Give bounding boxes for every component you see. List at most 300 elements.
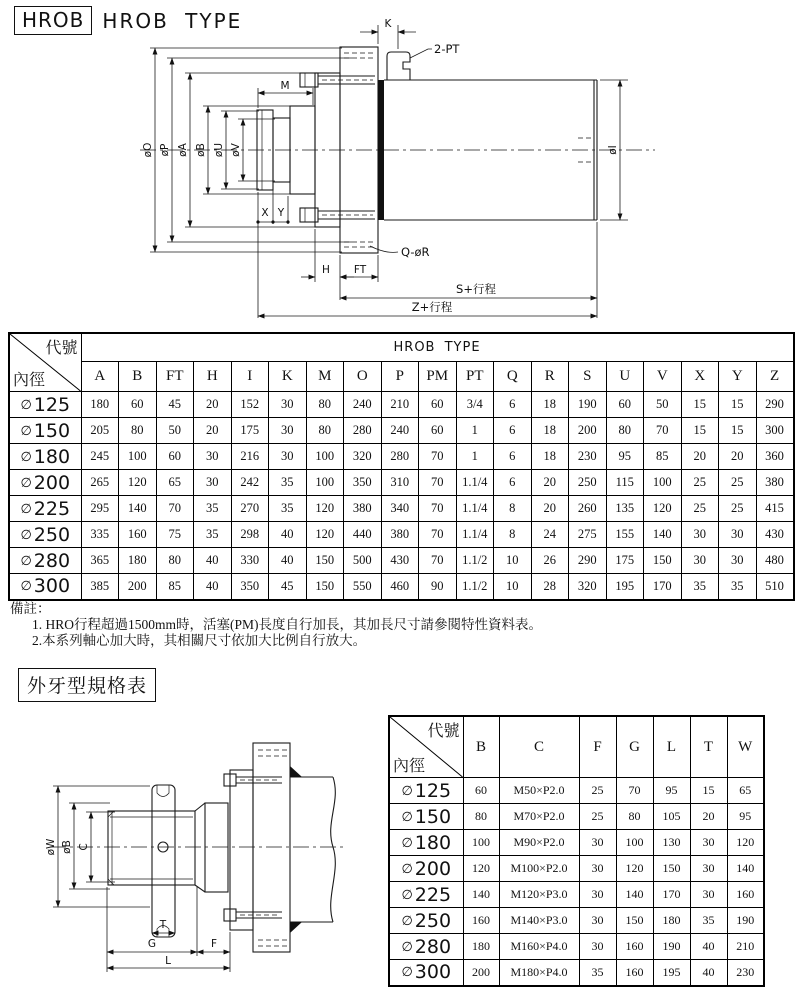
column-header: Z	[756, 362, 794, 392]
row-header-bore-size: ∅ 125	[9, 392, 81, 418]
dimension-value: 30	[719, 522, 757, 548]
corner-label-bore: 內徑	[13, 372, 46, 389]
dim-label-h: H	[322, 264, 330, 276]
column-header: C	[499, 716, 579, 778]
dimension-value: 25	[719, 496, 757, 522]
dimension-value: 550	[344, 574, 382, 600]
dimension-value: 35	[194, 496, 232, 522]
dimension-value: 1.1/2	[456, 548, 494, 574]
dimension-value: 230	[727, 960, 764, 986]
dimension-value: 180	[463, 934, 499, 960]
dimension-value: 60	[419, 418, 457, 444]
column-header: K	[269, 362, 307, 392]
dimension-value: 40	[690, 960, 727, 986]
dimension-value: 298	[231, 522, 269, 548]
diameter-symbol: ∅	[401, 783, 413, 799]
dimension-value: 25	[719, 470, 757, 496]
diameter-symbol: ∅	[401, 861, 413, 877]
dimension-k	[360, 18, 416, 49]
column-header: P	[381, 362, 419, 392]
dimension-value: 170	[644, 574, 682, 600]
dimension-value: M120×P3.0	[499, 882, 579, 908]
dimension-value: 330	[231, 548, 269, 574]
column-header: W	[727, 716, 764, 778]
dimension-value: 480	[756, 548, 794, 574]
dimension-value: 80	[156, 548, 194, 574]
dimension-value: 70	[419, 444, 457, 470]
dimension-value: 180	[81, 392, 119, 418]
dimension-value: M70×P2.0	[499, 804, 579, 830]
clamp-plate	[152, 785, 175, 937]
table-row	[389, 830, 764, 856]
dimension-value: 240	[381, 418, 419, 444]
diameter-symbol: ∅	[401, 887, 413, 903]
dimension-value: 20	[194, 418, 232, 444]
dimension-value: 140	[727, 856, 764, 882]
dimension-value: 180	[653, 908, 690, 934]
dimension-value: 430	[756, 522, 794, 548]
dim-label-dia-o: øO	[142, 142, 154, 158]
dimension-value: 150	[306, 548, 344, 574]
row-header-bore-size: ∅ 180	[389, 830, 463, 856]
dimension-value: 140	[463, 882, 499, 908]
dimension-value: 40	[194, 574, 232, 600]
column-header: Y	[719, 362, 757, 392]
dimension-value: 6	[494, 392, 532, 418]
corner-label-code: 代號	[45, 340, 78, 357]
dimension-value: 160	[616, 934, 653, 960]
dimension-value: 415	[756, 496, 794, 522]
table-row	[389, 908, 764, 934]
row-header-bore-size: ∅ 300	[9, 574, 81, 600]
dim-label-2pt: 2-PT	[434, 42, 460, 56]
dimension-value: 25	[681, 496, 719, 522]
dimension-value: 40	[194, 548, 232, 574]
dimension-value: 120	[616, 856, 653, 882]
dimension-value: 200	[569, 418, 607, 444]
dimension-value: 20	[690, 804, 727, 830]
dimension-value: 30	[579, 856, 616, 882]
rod-section	[195, 803, 228, 892]
dimension-value: 1.1/4	[456, 522, 494, 548]
dimension-value: 26	[531, 548, 569, 574]
dimension-value: 120	[306, 496, 344, 522]
diameter-symbol: ∅	[20, 475, 32, 491]
dimension-value: 115	[606, 470, 644, 496]
corner-label-code: 代號	[427, 723, 460, 740]
dimension-value: 440	[344, 522, 382, 548]
dimension-value: 20	[681, 444, 719, 470]
dimension-value: 260	[569, 496, 607, 522]
dimension-value: 1.1/4	[456, 496, 494, 522]
dimension-value: 300	[756, 418, 794, 444]
dim-label-x: X	[261, 207, 269, 219]
dimension-value: 18	[531, 444, 569, 470]
dimension-value: 80	[306, 418, 344, 444]
dimension-value: 340	[381, 496, 419, 522]
row-header-bore-size: ∅ 150	[389, 804, 463, 830]
dimension-value: 265	[81, 470, 119, 496]
dimension-value: 20	[531, 496, 569, 522]
dimension-value: M50×P2.0	[499, 778, 579, 804]
row-header-bore-size: ∅ 250	[389, 908, 463, 934]
row-header-bore-size: ∅ 225	[9, 496, 81, 522]
dim-label-t: T	[159, 919, 167, 931]
dimension-value: 385	[81, 574, 119, 600]
dimension-value: 175	[231, 418, 269, 444]
dimension-value: 25	[681, 470, 719, 496]
dim-label-k: K	[384, 18, 392, 30]
column-header: T	[690, 716, 727, 778]
dimension-value: 30	[579, 830, 616, 856]
notes-title: 備註：	[10, 601, 51, 616]
dimension-value: 15	[690, 778, 727, 804]
table-row	[9, 548, 794, 574]
table-row	[389, 856, 764, 882]
row-header-bore-size: ∅ 200	[9, 470, 81, 496]
dimension-value: M140×P3.0	[499, 908, 579, 934]
table-row	[9, 418, 794, 444]
dimension-value: 275	[569, 522, 607, 548]
dimension-value: 30	[269, 418, 307, 444]
dimension-value: 350	[231, 574, 269, 600]
dimension-value: 320	[344, 444, 382, 470]
dimension-value: 10	[494, 574, 532, 600]
dimension-value: 250	[569, 470, 607, 496]
dimension-value: 365	[81, 548, 119, 574]
dimension-value: 430	[381, 548, 419, 574]
dimension-h	[301, 229, 354, 300]
column-header: O	[344, 362, 382, 392]
dimension-value: 20	[531, 470, 569, 496]
dimension-value: 50	[644, 392, 682, 418]
dimension-value: 295	[81, 496, 119, 522]
dimension-value: 160	[727, 882, 764, 908]
column-header: U	[606, 362, 644, 392]
table-row	[389, 934, 764, 960]
dimension-value: 60	[463, 778, 499, 804]
dim-label-q-dia-r: Q-øR	[401, 245, 430, 259]
dimension-value: 1.1/2	[456, 574, 494, 600]
dimension-f	[197, 932, 230, 972]
dimension-value: 35	[269, 470, 307, 496]
dimension-value: 10	[494, 548, 532, 574]
dim-label-l: L	[165, 955, 171, 967]
dimension-value: 120	[463, 856, 499, 882]
column-header: Q	[494, 362, 532, 392]
column-header: M	[306, 362, 344, 392]
dimension-value: 380	[381, 522, 419, 548]
table-row	[9, 392, 794, 418]
dimension-value: 70	[644, 418, 682, 444]
dimension-value: 150	[306, 574, 344, 600]
dimension-value: 190	[727, 908, 764, 934]
dimension-value: 100	[644, 470, 682, 496]
diameter-symbol: ∅	[20, 397, 32, 413]
table-row	[389, 778, 764, 804]
dimension-value: 70	[419, 522, 457, 548]
dimension-value: M160×P4.0	[499, 934, 579, 960]
dimension-value: 280	[381, 444, 419, 470]
dimension-value: 200	[463, 960, 499, 986]
row-header-bore-size: ∅ 200	[389, 856, 463, 882]
column-header: B	[463, 716, 499, 778]
diameter-symbol: ∅	[401, 913, 413, 929]
dimension-value: 95	[653, 778, 690, 804]
table-row	[9, 470, 794, 496]
dim-label-c: C	[78, 843, 90, 851]
diameter-symbol: ∅	[401, 809, 413, 825]
seal-band	[378, 80, 384, 220]
dimension-value: 140	[644, 522, 682, 548]
dimension-value: 100	[463, 830, 499, 856]
dimension-value: 15	[719, 392, 757, 418]
note-item-2: 2.本系列軸心加大時，其相關尺寸依加大比例自行放大。	[32, 633, 367, 648]
dimension-value: 50	[156, 418, 194, 444]
dim-label-y: Y	[277, 207, 285, 219]
dimension-value: 18	[531, 418, 569, 444]
dimension-value: 100	[119, 444, 157, 470]
dimension-value: 175	[606, 548, 644, 574]
row-header-bore-size: ∅ 150	[9, 418, 81, 444]
dimension-value: 95	[606, 444, 644, 470]
dimension-value: 30	[681, 522, 719, 548]
column-header: H	[194, 362, 232, 392]
dimension-value: 40	[269, 548, 307, 574]
table-row	[9, 496, 794, 522]
dimension-value: M100×P2.0	[499, 856, 579, 882]
dimension-value: 240	[344, 392, 382, 418]
diameter-symbol: ∅	[20, 579, 32, 595]
note-item-1: 1. HRO行程超過1500mm時，活塞(PM)長度自行加長，其加長尺寸請參閱特性資料表。	[32, 617, 543, 632]
dimension-value: 80	[616, 804, 653, 830]
table-span-header: HROB TYPE	[81, 333, 794, 362]
diameter-symbol: ∅	[20, 423, 32, 439]
dim-label-dia-v: øV	[230, 143, 242, 157]
section-title-external-thread: 外牙型規格表	[18, 668, 156, 702]
dimension-value: 40	[269, 522, 307, 548]
dimension-value: 195	[653, 960, 690, 986]
dimension-value: 100	[306, 470, 344, 496]
dim-label-g: G	[147, 938, 157, 950]
dimension-value: 150	[644, 548, 682, 574]
dimension-value: 60	[156, 444, 194, 470]
dimension-ft	[340, 255, 378, 282]
dimension-value: 30	[719, 548, 757, 574]
dimension-value: 35	[194, 522, 232, 548]
dimension-value: 80	[306, 392, 344, 418]
dim-label-f: F	[210, 938, 218, 950]
column-header: B	[119, 362, 157, 392]
table-row	[9, 444, 794, 470]
dim-label-z-stroke: Z+行程	[411, 300, 453, 314]
dimension-value: 8	[494, 522, 532, 548]
dimension-value: 380	[756, 470, 794, 496]
dimension-value: 160	[463, 908, 499, 934]
dimension-value: 140	[119, 496, 157, 522]
dimension-value: 60	[119, 392, 157, 418]
column-header: S	[569, 362, 607, 392]
dimension-value: 95	[727, 804, 764, 830]
hrob-dimension-table	[8, 332, 795, 601]
dimension-value: 35	[269, 496, 307, 522]
column-header: G	[616, 716, 653, 778]
dim-label-dia-b: øB	[195, 143, 207, 157]
dimension-value: 195	[606, 574, 644, 600]
dimension-value: 30	[579, 908, 616, 934]
dimension-value: M90×P2.0	[499, 830, 579, 856]
dimension-value: 135	[606, 496, 644, 522]
dimension-value: 210	[381, 392, 419, 418]
row-header-bore-size: ∅ 125	[389, 778, 463, 804]
column-header: V	[644, 362, 682, 392]
dimension-value: 105	[653, 804, 690, 830]
dimension-value: 290	[756, 392, 794, 418]
bolt-bottom	[300, 208, 375, 222]
corner-header-cell	[9, 333, 81, 392]
dimension-value: 20	[719, 444, 757, 470]
dimension-value: 70	[419, 496, 457, 522]
dimension-value: 380	[344, 496, 382, 522]
diameter-symbol: ∅	[401, 939, 413, 955]
dimension-value: 120	[119, 470, 157, 496]
model-badge: HROB	[14, 6, 92, 35]
dimension-value: 15	[681, 392, 719, 418]
dimension-value: 320	[569, 574, 607, 600]
column-header: I	[231, 362, 269, 392]
dimension-value: 460	[381, 574, 419, 600]
cylinder-cross-section-drawing	[0, 0, 800, 330]
dimension-value: 500	[344, 548, 382, 574]
page-title: HROB TYPE	[102, 8, 243, 33]
dimension-value: 40	[690, 934, 727, 960]
row-header-bore-size: ∅ 300	[389, 960, 463, 986]
dimension-value: 8	[494, 496, 532, 522]
dim-label-dia-i: øI	[607, 145, 619, 155]
dimension-value: 290	[569, 548, 607, 574]
dim-label-dia-w: øW	[45, 838, 57, 856]
dimension-value: 360	[756, 444, 794, 470]
dimension-value: 3/4	[456, 392, 494, 418]
dim-label-s-stroke: S+行程	[456, 282, 496, 296]
dimension-value: 85	[156, 574, 194, 600]
dimension-value: 335	[81, 522, 119, 548]
dimension-q-dia-r	[370, 245, 430, 259]
row-header-bore-size: ∅ 250	[9, 522, 81, 548]
dim-label-dia-b2: øB	[61, 840, 73, 854]
table-row	[389, 882, 764, 908]
column-header: X	[681, 362, 719, 392]
notes	[10, 601, 542, 649]
dimension-value: 180	[119, 548, 157, 574]
external-thread-spec-table	[388, 715, 765, 987]
dimension-value: 80	[606, 418, 644, 444]
table-row	[9, 522, 794, 548]
dimension-value: 70	[156, 496, 194, 522]
dimension-value: 75	[156, 522, 194, 548]
column-header: A	[81, 362, 119, 392]
dimension-value: 170	[653, 882, 690, 908]
dimension-value: 35	[690, 908, 727, 934]
dimension-value: 28	[531, 574, 569, 600]
dimension-value: 65	[727, 778, 764, 804]
dimension-value: 15	[719, 418, 757, 444]
dimension-value: 90	[419, 574, 457, 600]
dimension-value: 70	[419, 548, 457, 574]
dimension-value: 1	[456, 444, 494, 470]
table-row	[389, 804, 764, 830]
dimension-value: 30	[681, 548, 719, 574]
corner-header-cell	[389, 716, 463, 778]
diameter-symbol: ∅	[20, 553, 32, 569]
dimension-value: 20	[194, 392, 232, 418]
dimension-value: 30	[194, 444, 232, 470]
dimension-value: 200	[119, 574, 157, 600]
dimension-value: 30	[579, 934, 616, 960]
dimension-value: 30	[690, 856, 727, 882]
dimension-value: 80	[463, 804, 499, 830]
corner-label-bore: 內徑	[393, 758, 426, 775]
row-header-bore-size: ∅ 280	[9, 548, 81, 574]
dimension-value: 70	[419, 470, 457, 496]
dimension-value: 242	[231, 470, 269, 496]
dimension-value: 120	[644, 496, 682, 522]
dimension-value: 510	[756, 574, 794, 600]
dimension-value: 160	[616, 960, 653, 986]
dimension-z-stroke	[258, 224, 597, 318]
dimension-value: 100	[306, 444, 344, 470]
dimension-l	[107, 955, 230, 968]
dimension-value: 1.1/4	[456, 470, 494, 496]
dimension-value: 30	[269, 392, 307, 418]
dimension-value: 25	[579, 804, 616, 830]
dimension-value: 120	[727, 830, 764, 856]
dimension-value: 70	[616, 778, 653, 804]
dim-label-dia-p: øP	[159, 143, 171, 157]
dimension-value: M180×P4.0	[499, 960, 579, 986]
column-header: PT	[456, 362, 494, 392]
dimension-value: 150	[616, 908, 653, 934]
dimension-value: 270	[231, 496, 269, 522]
dimension-value: 130	[653, 830, 690, 856]
dimension-value: 60	[419, 392, 457, 418]
dimension-value: 216	[231, 444, 269, 470]
dimension-value: 85	[644, 444, 682, 470]
dim-label-dia-u: øU	[213, 142, 225, 158]
dimension-value: 24	[531, 522, 569, 548]
dim-label-ft: FT	[353, 264, 367, 276]
dimension-value: 210	[727, 934, 764, 960]
dimension-value: 245	[81, 444, 119, 470]
dimension-value: 6	[494, 470, 532, 496]
dim-label-dia-a: øA	[177, 143, 189, 157]
dimension-value: 35	[579, 960, 616, 986]
dimension-value: 30	[194, 470, 232, 496]
diameter-symbol: ∅	[20, 527, 32, 543]
dimension-value: 310	[381, 470, 419, 496]
dim-label-m: M	[280, 80, 290, 92]
dimension-value: 35	[719, 574, 757, 600]
dimension-value: 45	[156, 392, 194, 418]
dimension-value: 25	[579, 778, 616, 804]
dimension-value: 160	[119, 522, 157, 548]
dimension-value: 120	[306, 522, 344, 548]
dimension-value: 190	[653, 934, 690, 960]
dimension-value: 65	[156, 470, 194, 496]
dimension-value: 280	[344, 418, 382, 444]
dimension-value: 15	[681, 418, 719, 444]
column-header: L	[653, 716, 690, 778]
